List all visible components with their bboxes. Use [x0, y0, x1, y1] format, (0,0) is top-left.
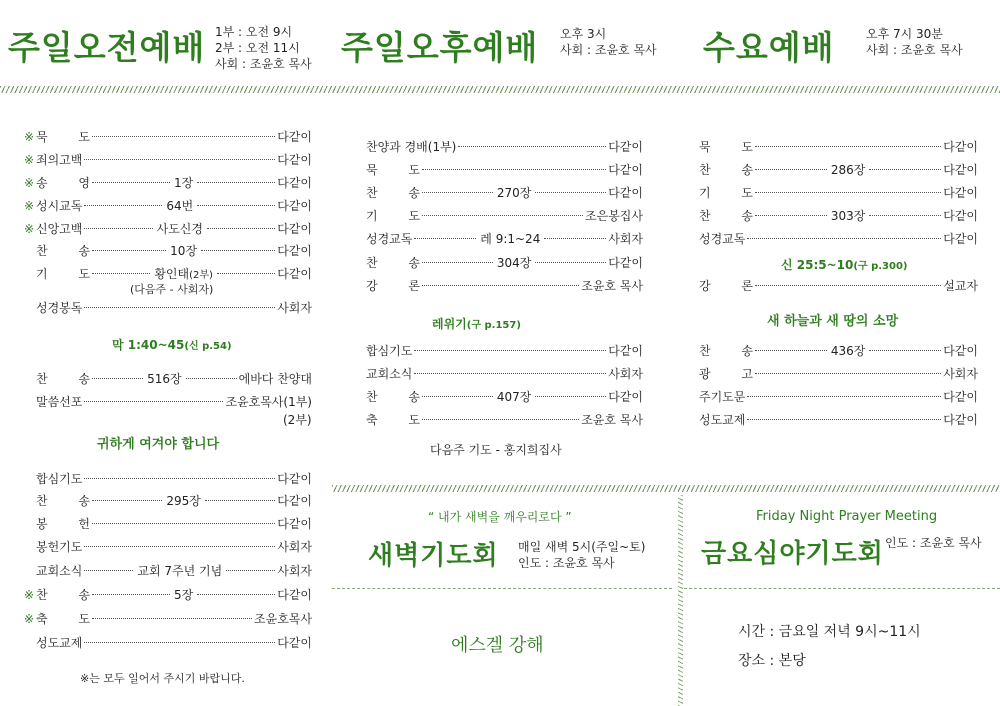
item-label: 성도교제: [699, 413, 746, 427]
item-label: 죄의고백: [36, 153, 83, 167]
standing-footnote: ※는 모두 일어서 주시기 바랍니다.: [80, 672, 245, 685]
order-of-worship-row: [699, 230, 978, 248]
dot-leader: [422, 419, 579, 420]
order-of-worship-row: [366, 388, 643, 406]
item-label: 기 도: [36, 267, 90, 281]
order-of-worship-row: [699, 388, 978, 406]
order-of-worship-row: [24, 242, 312, 260]
order-of-worship-row: [699, 161, 978, 179]
item-responsible: 설교자: [943, 279, 978, 293]
dot-leader: [755, 373, 941, 374]
order-of-worship-row: [366, 161, 643, 179]
item-detail: 교회 7주년 기념: [137, 564, 223, 578]
second-service-note: (2부): [283, 413, 312, 427]
friday-prayer-title: 금요심야기도회: [701, 539, 884, 569]
meta-line: 사회 : 조윤호 목사: [866, 43, 963, 57]
dot-leader: [755, 285, 941, 286]
dot-leader: [755, 169, 827, 170]
dot-leader: [755, 215, 827, 216]
item-label: 신앙고백: [36, 222, 83, 236]
item-responsible: 다같이: [608, 256, 643, 270]
bottom-vertical-divider: [678, 495, 683, 706]
afternoon-book: 레위기(구 p.157): [432, 317, 521, 331]
standing-mark: ※: [24, 199, 35, 213]
order-of-worship-row: [366, 138, 643, 156]
item-responsible: 조윤호목사(1부): [225, 395, 312, 409]
item-responsible: 사회자: [277, 540, 312, 554]
item-label: 강 론: [366, 279, 420, 293]
item-responsible: 다같이: [277, 153, 312, 167]
item-responsible: 조윤호목사: [254, 612, 312, 626]
item-label: 교회소식: [366, 367, 413, 381]
dot-leader: [422, 215, 583, 216]
order-of-worship-row: [366, 254, 643, 272]
item-detail: 407장: [496, 390, 532, 404]
dot-leader: [535, 192, 606, 193]
order-of-worship-row: [366, 365, 643, 383]
standing-mark: ※: [24, 153, 35, 167]
item-detail: 286장: [830, 163, 866, 177]
item-label: 묵 도: [366, 163, 420, 177]
order-of-worship-row: [36, 370, 312, 388]
dot-leader: [422, 262, 493, 263]
item-responsible: 다같이: [608, 163, 643, 177]
item-responsible: 다같이: [277, 199, 312, 213]
item-responsible: 다같이: [277, 176, 313, 190]
item-label: 축 도: [36, 612, 90, 626]
item-responsible: 조은봉집사: [585, 209, 643, 223]
item-detail: 10장: [170, 244, 198, 258]
dot-leader: [205, 500, 275, 501]
afternoon-service-meta: [560, 26, 657, 58]
item-responsible: 다같이: [277, 267, 313, 281]
item-responsible: 사회자: [608, 232, 644, 246]
item-label: 송 영: [36, 176, 90, 190]
prayer-next-week: (다음주 - 사회자): [130, 283, 214, 296]
item-label: 찬 송: [699, 344, 753, 358]
item-label: 찬 송: [366, 390, 420, 404]
item-label: 묵 도: [36, 130, 90, 144]
item-responsible: 사회자: [608, 367, 643, 381]
wednesday-sermon-title: 새 하늘과 새 땅의 소망: [767, 314, 899, 329]
order-of-worship-row: [699, 342, 978, 360]
item-label: 성경봉독: [36, 301, 83, 315]
item-detail: 295장: [166, 494, 201, 508]
dot-leader: [458, 146, 606, 147]
item-label: 찬 송: [366, 256, 420, 270]
dot-leader: [92, 618, 252, 619]
dot-leader: [197, 182, 275, 183]
item-label: 성경교독: [366, 232, 413, 246]
order-of-worship-row: [699, 184, 978, 202]
item-detail: 436장: [830, 344, 866, 358]
dot-leader: [207, 228, 275, 229]
friday-divider: [684, 588, 1000, 589]
meta-line: 2부 : 오전 11시: [215, 41, 300, 55]
item-responsible: 다같이: [943, 232, 978, 246]
dot-leader: [92, 182, 170, 183]
standing-mark: ※: [24, 176, 35, 190]
order-of-worship-row: [699, 207, 978, 225]
item-responsible: 다같이: [608, 186, 643, 200]
item-label: 기 도: [366, 209, 420, 223]
item-responsible: 에바다 찬양대: [238, 372, 312, 386]
item-responsible: 다같이: [608, 140, 643, 154]
item-label: 주기도문: [699, 390, 746, 404]
item-label: 찬 송: [36, 588, 90, 602]
morning-service-title: 주일오전예배: [8, 28, 206, 67]
dot-leader: [84, 478, 275, 479]
dot-leader: [84, 205, 162, 206]
dot-leader: [201, 250, 275, 251]
order-of-worship-row: [24, 492, 312, 510]
dot-leader: [197, 594, 275, 595]
order-of-worship-row: [699, 138, 978, 156]
item-responsible: 사회자: [943, 367, 978, 381]
friday-time: 시간 : 금요일 저녁 9시~11시: [738, 624, 921, 640]
order-of-worship-row: [366, 184, 643, 202]
item-label: 성경교독: [699, 232, 746, 246]
item-label: 찬 송: [699, 209, 753, 223]
dawn-divider: [332, 588, 672, 589]
item-detail: 황인태(2부): [154, 267, 213, 281]
item-responsible: 다같이: [277, 494, 312, 508]
dot-leader: [422, 396, 493, 397]
friday-english-title: Friday Night Prayer Meeting: [756, 509, 938, 524]
order-of-worship-row: [366, 342, 643, 360]
dot-leader: [226, 570, 275, 571]
dot-leader: [84, 546, 275, 547]
item-responsible: 다같이: [277, 636, 312, 650]
item-label: 성도교제: [36, 636, 83, 650]
item-responsible: 사회자: [277, 301, 312, 315]
dawn-prayer-meta: [518, 539, 645, 571]
item-responsible: 다같이: [608, 390, 643, 404]
item-detail: 303장: [830, 209, 866, 223]
item-responsible: 다같이: [608, 344, 643, 358]
item-responsible: 다같이: [277, 588, 313, 602]
item-label: 축 도: [366, 413, 420, 427]
order-of-worship-row: [24, 610, 312, 628]
meta-line: 사회 : 조윤호 목사: [215, 57, 312, 71]
header-divider: [0, 86, 1000, 93]
dot-leader: [414, 373, 606, 374]
dot-leader: [84, 570, 133, 571]
order-of-worship-row: [24, 174, 312, 192]
order-of-worship-row: [24, 562, 312, 580]
item-label: 찬 송: [36, 372, 90, 386]
dot-leader: [84, 228, 152, 229]
dot-leader: [535, 396, 606, 397]
dot-leader: [755, 350, 827, 351]
dot-leader: [92, 594, 170, 595]
dot-leader: [535, 262, 606, 263]
item-label: 찬 송: [366, 186, 420, 200]
item-label: 광 고: [699, 367, 753, 381]
item-responsible: 다같이: [277, 517, 312, 531]
order-of-worship-row: [24, 634, 312, 652]
standing-mark: ※: [24, 222, 35, 236]
order-of-worship-row: [366, 277, 643, 295]
dot-leader: [869, 215, 941, 216]
standing-mark: ※: [24, 130, 35, 144]
dawn-topic: 에스겔 강해: [451, 635, 544, 656]
item-responsible: 다같이: [277, 244, 312, 258]
friday-leader: 인도 : 조윤호 목사: [885, 536, 982, 550]
item-detail: 사도신경: [156, 222, 203, 236]
order-of-worship-row: [366, 207, 643, 225]
dot-leader: [84, 159, 275, 160]
meta-line: 인도 : 조윤호 목사: [518, 556, 615, 570]
order-of-worship-row: [366, 230, 643, 248]
dot-leader: [84, 642, 275, 643]
friday-place: 장소 : 본당: [738, 653, 806, 669]
dot-leader: [186, 378, 237, 379]
meta-line: 사회 : 조윤호 목사: [560, 43, 657, 57]
meta-line: 오후 3시: [560, 27, 607, 41]
item-responsible: 다같이: [943, 163, 978, 177]
item-responsible: 조윤호 목사: [581, 413, 643, 427]
dot-leader: [747, 419, 941, 420]
item-detail: 1장: [174, 176, 194, 190]
wednesday-service-meta: [866, 26, 963, 58]
dot-leader: [869, 169, 941, 170]
item-responsible: 다같이: [943, 390, 978, 404]
item-label: 교회소식: [36, 564, 83, 578]
item-responsible: 다같이: [277, 222, 312, 236]
standing-mark: ※: [24, 612, 35, 626]
order-of-worship-row: [699, 411, 978, 429]
order-of-worship-row: [366, 411, 643, 429]
item-responsible: 조윤호 목사: [581, 279, 643, 293]
order-of-worship-row: [699, 365, 978, 383]
dot-leader: [544, 238, 606, 239]
item-responsible: 사회자: [277, 564, 313, 578]
item-responsible: 다같이: [277, 130, 312, 144]
dot-leader: [92, 273, 150, 274]
meta-line: 오후 7시 30분: [866, 27, 943, 41]
morning-sermon-title: 귀하게 여겨야 합니다: [97, 437, 220, 452]
dot-leader: [755, 192, 941, 193]
dawn-prayer-title: 새벽기도회: [368, 541, 499, 571]
dot-leader: [869, 350, 941, 351]
dot-leader: [84, 401, 223, 402]
dot-leader: [422, 285, 579, 286]
morning-scripture: 막 1:40~45(신 p.54): [112, 338, 232, 352]
order-of-worship-row: [24, 470, 312, 488]
item-detail: 5장: [174, 588, 194, 602]
afternoon-service-title: 주일오후예배: [341, 28, 539, 67]
item-responsible: 다같이: [277, 472, 312, 486]
wednesday-service-title: 수요예배: [703, 28, 835, 67]
item-responsible: 다같이: [943, 413, 978, 427]
dot-leader: [422, 169, 606, 170]
order-of-worship-row: [24, 515, 312, 533]
item-responsible: 다같이: [943, 344, 978, 358]
item-label: 성시교독: [36, 199, 83, 213]
order-of-worship-row: [24, 538, 312, 556]
item-responsible: 다같이: [943, 140, 978, 154]
standing-mark: ※: [24, 588, 35, 602]
dot-leader: [92, 136, 275, 137]
item-label: 찬 송: [699, 163, 753, 177]
item-label: 말씀선포: [36, 395, 83, 409]
afternoon-next-prayer: 다음주 기도 - 홍지희집사: [430, 443, 562, 457]
dot-leader: [217, 273, 275, 274]
dot-leader: [414, 350, 606, 351]
meta-line: 매일 새벽 5시(주일~토): [518, 540, 646, 554]
item-label: 기 도: [699, 186, 753, 200]
item-detail: 304장: [496, 256, 532, 270]
item-label: 봉 헌: [36, 517, 90, 531]
order-of-worship-row: [36, 393, 312, 411]
item-detail: 레 9:1~24: [480, 232, 541, 246]
item-label: 찬 송: [36, 244, 90, 258]
dot-leader: [84, 307, 275, 308]
item-responsible: 다같이: [943, 209, 978, 223]
dot-leader: [414, 238, 476, 239]
order-of-worship-row: [24, 586, 312, 604]
order-of-worship-row: [24, 151, 312, 169]
dot-leader: [92, 378, 143, 379]
order-of-worship-row: [24, 197, 312, 215]
order-of-worship-row: [24, 220, 312, 238]
item-label: 묵 도: [699, 140, 753, 154]
item-detail: 64번: [166, 199, 194, 213]
order-of-worship-row: [24, 128, 312, 146]
meta-line: 1부 : 오전 9시: [215, 25, 293, 39]
item-label: 합심기도: [36, 472, 83, 486]
item-label: 합심기도: [366, 344, 413, 358]
dot-leader: [422, 192, 493, 193]
item-detail: 516장: [147, 372, 182, 386]
item-responsible: 다같이: [943, 186, 978, 200]
order-of-worship-row: [699, 277, 978, 295]
item-label: 봉헌기도: [36, 540, 83, 554]
dawn-quote: “ 내가 새벽을 깨우리로다 ”: [428, 510, 572, 524]
dot-leader: [92, 500, 162, 501]
dot-leader: [747, 238, 941, 239]
dot-leader: [92, 523, 275, 524]
dot-leader: [747, 396, 941, 397]
item-detail: 270장: [496, 186, 532, 200]
wednesday-scripture: 신 25:5~10(구 p.300): [781, 258, 908, 272]
morning-service-meta: [215, 24, 312, 72]
dot-leader: [197, 205, 275, 206]
order-of-worship-row: [24, 299, 312, 317]
dot-leader: [755, 146, 941, 147]
item-label: 찬양과 경배(1부): [366, 140, 457, 154]
item-label: 강 론: [699, 279, 753, 293]
item-label: 찬 송: [36, 494, 90, 508]
dot-leader: [92, 250, 166, 251]
bottom-section-divider: [332, 485, 1000, 492]
